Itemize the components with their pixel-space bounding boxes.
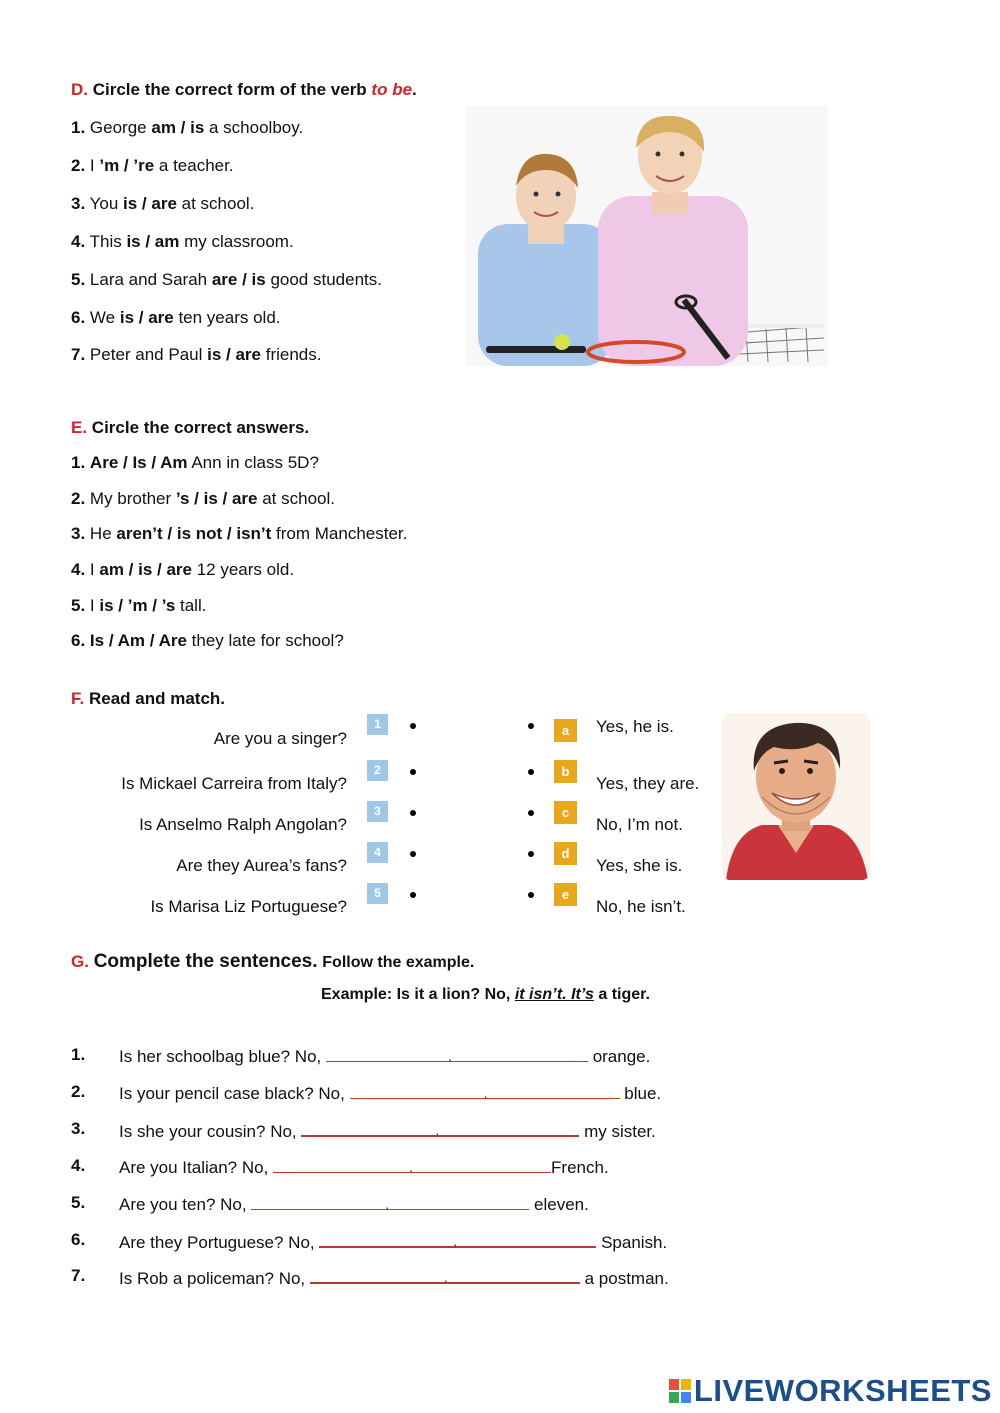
item-text: I (89, 156, 100, 175)
section-e-letter: E. (71, 418, 88, 437)
item-text: tall. (175, 596, 207, 615)
verb-options[interactable]: is / are (207, 345, 261, 364)
sentence (119, 1193, 589, 1215)
item-number: 1. (71, 1045, 86, 1064)
item-text: I (89, 560, 100, 579)
item-number: 3. (71, 524, 86, 543)
list-item (71, 118, 303, 138)
item-text: We (89, 308, 120, 327)
match-dot-right-e[interactable] (528, 892, 534, 898)
verb-options[interactable]: is / are (123, 194, 177, 213)
item-text: at school. (257, 489, 335, 508)
sentence (119, 1045, 650, 1067)
verb-options[interactable]: are / is (211, 270, 266, 289)
verb-options[interactable]: ’m / ’re (99, 156, 155, 175)
item-text: George (89, 118, 152, 137)
answer-blank[interactable] (310, 1266, 580, 1284)
item-number: 5. (71, 596, 86, 615)
item-number: 1. (71, 118, 86, 137)
blank-dot: . (447, 1048, 452, 1064)
item-number: 6. (71, 308, 86, 327)
item-text: eleven. (529, 1195, 589, 1214)
match-answer: No, I’m not. (596, 815, 683, 834)
number-badge: 1 (367, 714, 388, 735)
match-dot-left-5[interactable] (410, 892, 416, 898)
letter-badge: e (554, 883, 577, 906)
item-text: orange. (587, 1047, 651, 1066)
answer-blank[interactable] (301, 1119, 579, 1137)
item-number: 2. (71, 156, 86, 175)
item-text: they late for school? (186, 631, 344, 650)
match-answer: Yes, she is. (596, 856, 683, 875)
list-item (71, 1193, 589, 1214)
item-number: 7. (71, 345, 86, 364)
item-number: 7. (71, 1266, 86, 1285)
item-text: my sister. (579, 1122, 656, 1141)
item-number: 5. (71, 1193, 86, 1212)
list-item (71, 156, 234, 176)
item-number: 1. (71, 453, 86, 472)
example-answer: it isn’t. It’s (514, 986, 594, 1003)
item-text: French. (551, 1158, 609, 1177)
item-text: Is she your cousin? No, (119, 1122, 302, 1141)
item-text: at school. (176, 194, 255, 213)
section-g-title (71, 951, 474, 973)
letter-badge: b (554, 760, 577, 783)
item-text: You (89, 194, 124, 213)
answer-options[interactable]: Are / Is / Am (89, 453, 188, 472)
item-text: This (89, 232, 127, 251)
item-number: 3. (71, 1119, 86, 1138)
list-item (71, 270, 382, 290)
item-number: 2. (71, 489, 86, 508)
blank-dot: . (385, 1196, 390, 1212)
item-number: 3. (71, 194, 86, 213)
section-e-title (71, 418, 309, 438)
example-suffix: a tiger. (593, 986, 650, 1003)
item-text: from Manchester. (271, 524, 408, 543)
letter-badge: a (554, 719, 577, 742)
match-answer: Yes, they are. (596, 774, 700, 793)
answer-options[interactable]: ’s / is / are (175, 489, 258, 508)
blank-dot: . (483, 1085, 488, 1101)
section-g-title-text: Complete the sentences. (93, 951, 318, 972)
list-item (71, 232, 294, 252)
item-text: a teacher. (154, 156, 234, 175)
section-f-title (71, 689, 225, 709)
item-text: 12 years old. (192, 560, 295, 579)
item-text: Is your pencil case black? No, (119, 1084, 350, 1103)
section-d-title-end: . (412, 80, 417, 99)
item-text: Is Rob a policeman? No, (119, 1269, 310, 1288)
list-item (71, 1230, 668, 1252)
answer-options[interactable]: am / is / are (99, 560, 192, 579)
section-g-subtitle: Follow the example. (322, 954, 475, 971)
liveworksheets-logo-text: LIVEWORKSHEETS (693, 1373, 992, 1408)
match-question: Are they Aurea’s fans? (176, 856, 347, 875)
item-text: Ann in class 5D? (187, 453, 319, 472)
item-number: 4. (71, 232, 86, 251)
sentence (119, 1266, 669, 1289)
list-item (71, 631, 344, 651)
match-dot-left-4[interactable] (410, 851, 416, 857)
item-text: Peter and Paul (89, 345, 208, 364)
section-g-letter: G. (71, 952, 89, 971)
sentence (119, 1082, 661, 1104)
sentence (119, 1156, 609, 1178)
sentence (119, 1230, 667, 1253)
section-d-title-em: to be (371, 80, 413, 99)
verb-options[interactable]: am / is (151, 118, 205, 137)
letter-badge: d (554, 842, 577, 865)
item-number: 4. (71, 1156, 86, 1175)
match-dot-right-b[interactable] (528, 769, 534, 775)
list-item (71, 1082, 662, 1103)
liveworksheets-logo-icon (669, 1375, 691, 1399)
list-item (71, 1266, 669, 1288)
section-e-title-text: Circle the correct answers. (91, 418, 310, 437)
liveworksheets-logo[interactable] (669, 1373, 992, 1409)
example-line (321, 986, 650, 1004)
boys-tennis-photo (466, 106, 828, 366)
blank-dot: . (453, 1233, 458, 1249)
list-item (71, 1045, 651, 1066)
item-text: friends. (261, 345, 322, 364)
item-text: Is her schoolbag blue? No, (119, 1047, 326, 1066)
item-number: 4. (71, 560, 86, 579)
item-text: a schoolboy. (204, 118, 304, 137)
list-item (71, 489, 335, 509)
item-text: Spanish. (596, 1233, 668, 1252)
list-item (71, 524, 407, 544)
match-answer: No, he isn’t. (596, 897, 686, 916)
verb-options[interactable]: is / am (126, 232, 180, 251)
number-badge: 5 (367, 883, 388, 904)
match-dot-right-c[interactable] (528, 810, 534, 816)
match-dot-right-d[interactable] (528, 851, 534, 857)
list-item (71, 345, 321, 365)
match-dot-left-1[interactable] (410, 723, 416, 729)
match-question: Is Marisa Liz Portuguese? (150, 897, 347, 916)
item-text: a postman. (579, 1269, 669, 1288)
match-dot-left-3[interactable] (410, 810, 416, 816)
item-number: 6. (71, 631, 86, 650)
item-number: 2. (71, 1082, 86, 1101)
item-text: blue. (619, 1084, 662, 1103)
example-prefix: Example: Is it a lion? No, (321, 986, 515, 1003)
number-badge: 4 (367, 842, 388, 863)
section-d-letter: D. (71, 80, 88, 99)
list-item (71, 453, 319, 473)
match-dot-left-2[interactable] (410, 769, 416, 775)
match-answer: Yes, he is. (596, 717, 674, 736)
answer-blank[interactable] (319, 1230, 596, 1248)
answer-options[interactable]: Is / Am / Are (89, 631, 187, 650)
list-item (71, 308, 281, 328)
item-text: my classroom. (179, 232, 294, 251)
sentence (119, 1119, 656, 1142)
section-f-letter: F. (71, 689, 85, 708)
item-text: I (89, 596, 100, 615)
match-question: Is Anselmo Ralph Angolan? (139, 815, 347, 834)
list-item (71, 1119, 656, 1141)
section-d-title-text: Circle the correct form of the verb (92, 80, 372, 99)
singer-photo (722, 713, 870, 880)
item-text: good students. (265, 270, 382, 289)
item-text: ten years old. (173, 308, 281, 327)
number-badge: 2 (367, 760, 388, 781)
answer-blank[interactable] (273, 1156, 551, 1173)
blank-dot: . (435, 1122, 440, 1138)
answer-options[interactable]: aren’t / is not / isn’t (116, 524, 272, 543)
list-item (71, 194, 254, 214)
answer-blank[interactable] (326, 1045, 588, 1062)
list-item (71, 560, 294, 580)
item-text: My brother (89, 489, 176, 508)
answer-blank[interactable] (251, 1193, 529, 1210)
list-item (71, 596, 206, 616)
answer-blank[interactable] (350, 1082, 620, 1099)
section-d-title (71, 80, 417, 100)
match-question: Are you a singer? (213, 729, 347, 748)
item-text: Lara and Sarah (89, 270, 212, 289)
item-text: Are you ten? No, (119, 1195, 252, 1214)
item-number: 5. (71, 270, 86, 289)
verb-options[interactable]: is / are (119, 308, 174, 327)
match-question: Is Mickael Carreira from Italy? (121, 774, 347, 793)
match-dot-right-a[interactable] (528, 723, 534, 729)
blank-dot: . (443, 1269, 448, 1285)
section-f-title-text: Read and match. (88, 689, 226, 708)
number-badge: 3 (367, 801, 388, 822)
list-item (71, 1156, 609, 1177)
item-text: He (89, 524, 117, 543)
item-number: 6. (71, 1230, 86, 1249)
item-text: Are you Italian? No, (119, 1158, 274, 1177)
letter-badge: c (554, 801, 577, 824)
blank-dot: . (409, 1159, 413, 1175)
answer-options[interactable]: is / ’m / ’s (99, 596, 176, 615)
item-text: Are they Portuguese? No, (119, 1233, 320, 1252)
